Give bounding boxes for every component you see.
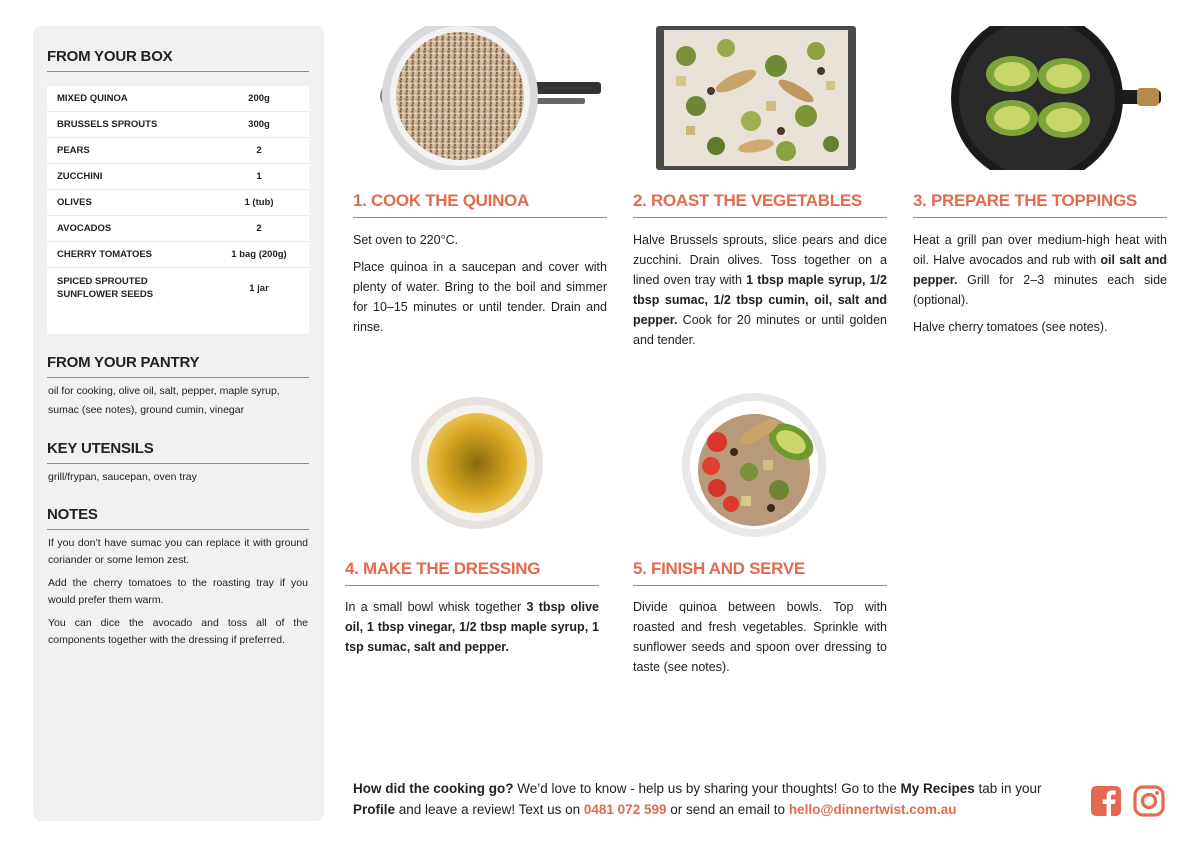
step-2-paragraph	[633, 230, 887, 350]
pantry-text: oil for cooking, olive oil, salt, pepper, maple syrup, sumac (see notes), ground cumin, vinegar	[48, 385, 280, 416]
step-3-paragraph	[913, 230, 1167, 310]
feedback-footer	[353, 778, 1073, 820]
footer-text: or send an email to	[666, 802, 789, 817]
footer-text: and leave a review! Text us on	[395, 802, 584, 817]
step-2-text: Halve Brussels sprouts, slice pears and dice zucchini. Drain olives. Toss together on a lined oven tray with	[633, 233, 887, 287]
ingredient-name: AVOCADOS	[57, 223, 112, 234]
ingredient-qty: 2	[256, 145, 262, 156]
step-4-text: In a small bowl whisk together	[345, 600, 527, 614]
feedback-question: How did the cooking go?	[353, 781, 514, 796]
roast-tray-photo	[656, 26, 856, 170]
step-3-bold-text: oil salt and pepper.	[913, 253, 1167, 287]
ingredient-name: PEARS	[57, 145, 90, 156]
phone-link[interactable]: 0481 072 599	[583, 802, 667, 817]
step-1-paragraph: Set oven to 220°C.	[353, 233, 459, 247]
step-4-body	[345, 597, 599, 664]
profile-link[interactable]: Profile	[353, 802, 396, 817]
step-5-title: 5. FINISH AND SERVE	[633, 559, 887, 586]
ingredient-name: ZUCCHINI	[57, 171, 103, 182]
ingredient-qty: 1 jar	[249, 282, 269, 294]
step-3-title: 3. PREPARE THE TOPPINGS	[913, 191, 1167, 218]
ingredient-name: OLIVES	[57, 197, 92, 208]
ingredients-sidebar	[33, 26, 324, 821]
step-3-body	[913, 230, 1167, 344]
step-3-text: Heat a grill pan over medium-high heat with oil. Halve avocados and rub with	[913, 233, 1167, 267]
table-row	[47, 164, 309, 190]
table-row	[47, 190, 309, 216]
grill-pan-photo	[937, 26, 1161, 170]
notes-heading: NOTES	[47, 506, 309, 530]
ingredient-name: CHERRY TOMATOES	[57, 249, 153, 260]
footer-text: We’d love to know - help us by sharing your thoughts! Go to the	[513, 781, 901, 796]
ingredient-qty: 1 bag (200g)	[231, 249, 287, 260]
step-1-body	[353, 230, 607, 344]
step-2-title: 2. ROAST THE VEGETABLES	[633, 191, 887, 218]
instagram-icon[interactable]	[1133, 785, 1165, 817]
note-item: If you don’t have sumac you can replace it with ground coriander or some lemon zest.	[48, 537, 308, 566]
finished-bowl-photo	[679, 392, 829, 538]
step-4-title: 4. MAKE THE DRESSING	[345, 559, 599, 586]
step-3-text: Grill for 2–3 minutes each side (optional).	[913, 273, 1167, 307]
footer-text: tab in your	[974, 781, 1042, 796]
note-item: Add the cherry tomatoes to the roasting tray if you would prefer them warm.	[48, 577, 308, 606]
note-item: You can dice the avocado and toss all of the components together with the dressing if preferred.	[48, 617, 308, 646]
table-row	[47, 216, 309, 242]
my-recipes-link[interactable]: My Recipes	[900, 781, 975, 796]
ingredient-qty: 1 (tub)	[244, 197, 274, 208]
ingredient-qty: 2	[256, 223, 262, 234]
step-5-body	[633, 597, 887, 684]
facebook-icon[interactable]	[1090, 785, 1122, 817]
step-2-text: Cook for 20 minutes or until golden and tender.	[633, 313, 887, 347]
ingredient-name: BRUSSELS SPROUTS	[57, 119, 158, 130]
notes-list	[48, 535, 308, 655]
ingredient-qty: 1	[256, 171, 262, 182]
step-1-paragraph: Place quinoa in a saucepan and cover with plenty of water. Bring to the boil and simmer for 10–15 minutes or until tender. Drain and rinse.	[353, 260, 607, 334]
ingredient-qty: 200g	[248, 93, 270, 104]
step-4-bold-text: 3 tbsp olive oil, 1 tbsp vinegar, 1/2 tbsp maple syrup, 1 tsp sumac, salt and pepper.	[345, 600, 599, 654]
ingredient-qty: 300g	[248, 119, 270, 130]
table-row	[47, 242, 309, 268]
ingredient-name: MIXED QUINOA	[57, 93, 128, 104]
step-5-paragraph: Divide quinoa between bowls. Top with roasted and fresh vegetables. Sprinkle with sunflower seeds and spoon over dressing to taste (see notes).	[633, 600, 887, 674]
quinoa-photo	[375, 26, 601, 170]
table-row	[47, 138, 309, 164]
key-utensils-heading: KEY UTENSILS	[47, 440, 309, 464]
table-row	[47, 268, 309, 308]
ingredient-name: SPICED SPROUTED SUNFLOWER SEEDS	[57, 276, 154, 300]
dressing-bowl-photo	[410, 396, 544, 530]
email-link[interactable]: hello@dinnertwist.com.au	[788, 802, 957, 817]
from-your-box-heading: FROM YOUR BOX	[47, 48, 309, 72]
step-3-paragraph: Halve cherry tomatoes (see notes).	[913, 320, 1108, 334]
utensils-text: grill/frypan, saucepan, oven tray	[48, 471, 197, 483]
ingredients-table	[47, 86, 309, 334]
table-row	[47, 112, 309, 138]
step-2-bold-text: 1 tbsp maple syrup, 1/2 tbsp sumac, 1/2 tbsp cumin, oil, salt and pepper.	[633, 273, 887, 327]
step-2-body	[633, 230, 887, 357]
step-4-paragraph	[345, 597, 599, 657]
table-row	[47, 86, 309, 112]
from-your-pantry-heading: FROM YOUR PANTRY	[47, 354, 309, 378]
step-1-title: 1. COOK THE QUINOA	[353, 191, 607, 218]
